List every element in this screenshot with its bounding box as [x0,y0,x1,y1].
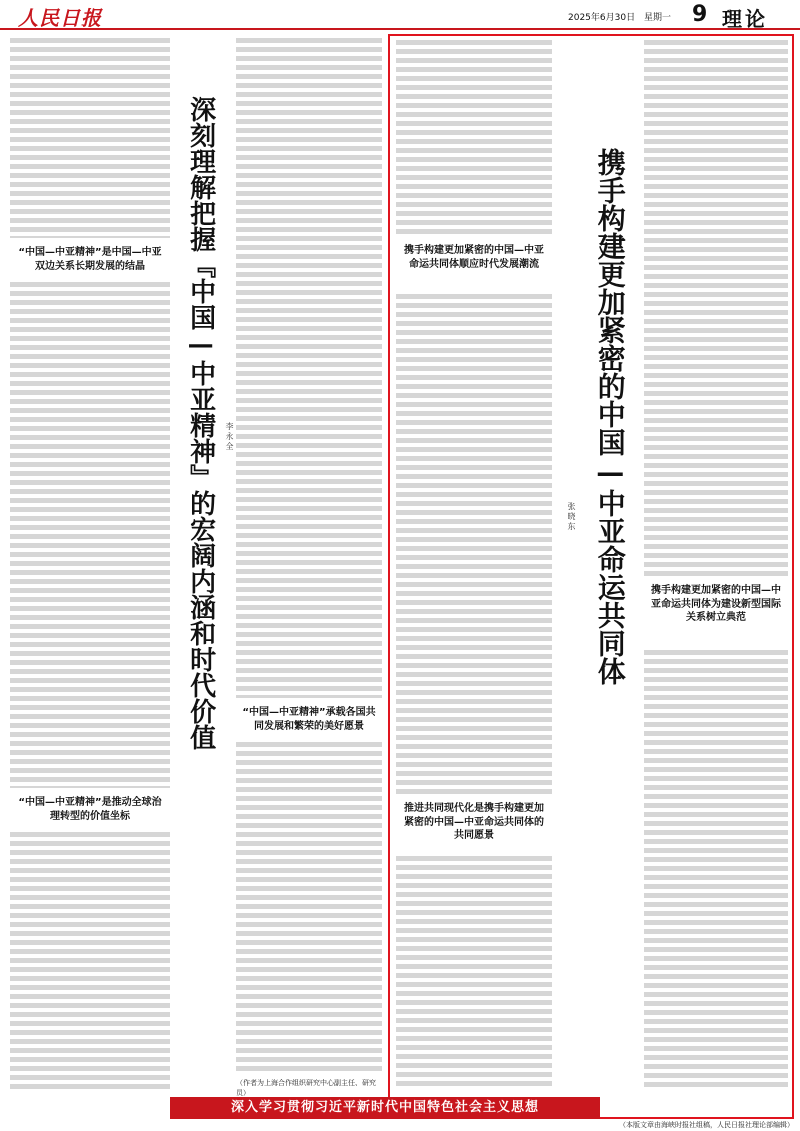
section-title: 理论 [722,7,768,31]
left-subhead-2: “中国—中亚精神”承载各国共同发展和繁荣的美好愿景 [242,707,376,732]
column-banner: 深入学习贯彻习近平新时代中国特色社会主义思想 [170,1097,600,1119]
left-col1-intro [10,38,170,238]
issue-weekday: 星期一 [644,13,672,23]
page-number: 9 [692,2,708,27]
left-subhead-1: “中国—中亚精神”是中国—中亚双边关系长期发展的结晶 [18,247,162,272]
masthead [0,0,800,30]
left-col1-body2 [10,832,170,1090]
left-col3-body2 [236,742,382,1072]
issue-date: 2025年6月30日 [568,13,636,23]
left-col1-body1 [10,282,170,788]
left-article-byline: 李永全 [225,422,234,452]
left-subhead-3: “中国—中亚精神”是推动全球治理转型的价值坐标 [18,797,162,822]
left-col3-body1 [236,38,382,698]
right-article-note: （本版文章由海峡时报社组稿，人民日报社理论部编辑） [619,1121,794,1129]
right-col1-intro [396,40,552,236]
right-article-title: 携手构建更加紧密的中国—中亚命运共同体 [593,148,627,685]
right-subhead-2: 推进共同现代化是携手构建更加紧密的中国—中亚命运共同体的共同愿景 [404,803,544,841]
newspaper-logo: 人民日报 [18,6,102,30]
right-article-byline: 张晓东 [567,502,576,532]
left-article-title: 深刻理解把握『中国—中亚精神』的宏阔内涵和时代价值 [185,96,216,750]
right-col1-body2 [396,856,552,1088]
right-subhead-1: 携手构建更加紧密的中国—中亚命运共同体顺应时代发展潮流 [404,245,544,270]
right-col3-body1 [644,40,788,576]
right-col3-body2 [644,650,788,1090]
left-article-note: （作者为上海合作组织研究中心副主任、研究员） [236,1079,376,1097]
right-subhead-3: 携手构建更加紧密的中国—中亚命运共同体为建设新型国际关系树立典范 [651,585,781,623]
right-col1-body1 [396,294,552,794]
